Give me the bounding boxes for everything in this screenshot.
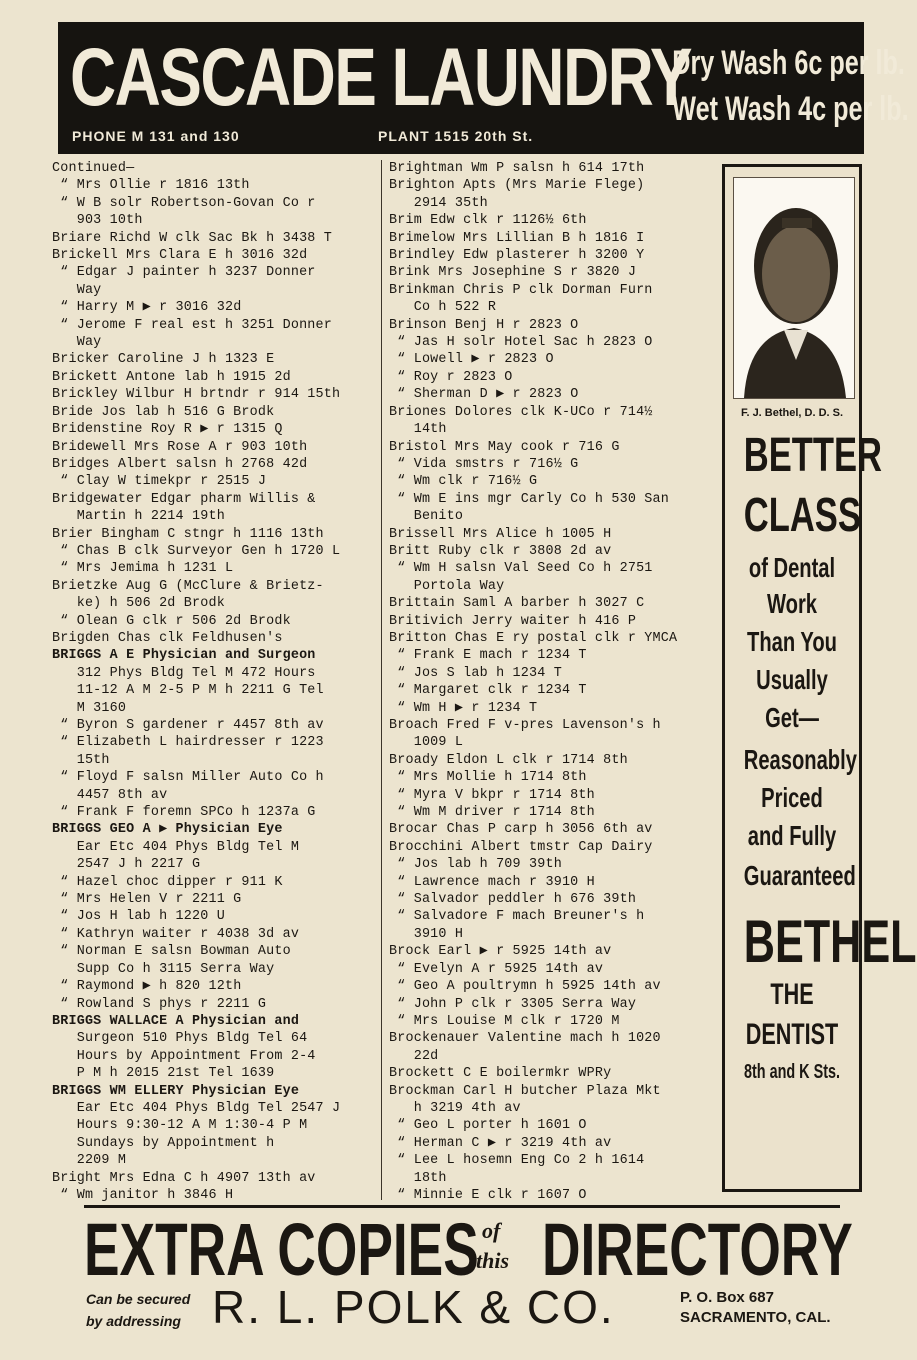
directory-entry: Briare Richd W clk Sac Bk h 3438 T xyxy=(52,230,333,246)
dentist-ad-line: of Dental xyxy=(748,552,836,583)
directory-entry: “ Geo L porter h 1601 O xyxy=(389,1118,587,1134)
directory-entry: 11-12 A M 2-5 P M h 2211 G Tel xyxy=(52,683,324,699)
dentist-portrait xyxy=(733,177,855,399)
directory-entry: 22d xyxy=(389,1048,439,1064)
banner-rate-dry: Dry Wash 6c per lb. xyxy=(672,44,905,82)
directory-entry: Brim Edw clk r 1126½ 6th xyxy=(389,213,587,229)
dentist-ad-line: Get— xyxy=(765,702,819,733)
directory-entry: “ Harry M ▶ r 3016 32d xyxy=(52,300,242,316)
directory-entry: “ Edgar J painter h 3237 Donner xyxy=(52,265,316,281)
dentist-ad-line: Reasonably xyxy=(743,744,857,775)
directory-entry: “ Herman C ▶ r 3219 4th av xyxy=(389,1135,612,1151)
directory-entry: Brindley Edw plasterer h 3200 Y xyxy=(389,248,645,264)
dentist-caption: F. J. Bethel, D. D. S. xyxy=(740,407,844,419)
directory-entry: Briones Dolores clk K-UCo r 714½ xyxy=(389,404,653,420)
directory-entry: Brickley Wilbur H brtndr r 914 15th xyxy=(52,387,341,403)
directory-entry: 1009 L xyxy=(389,735,464,751)
directory-entry: “ Byron S gardener r 4457 8th av xyxy=(52,718,324,733)
directory-entry: Brimelow Mrs Lillian B h 1816 I xyxy=(389,230,645,246)
directory-entry: “ Wm clk r 716½ G xyxy=(389,474,538,490)
directory-entry: Bright Mrs Edna C h 4907 13th av xyxy=(52,1170,316,1186)
directory-entry: Brightman Wm P salsn h 614 17th xyxy=(389,161,645,176)
directory-entry: 15th xyxy=(52,752,110,768)
extra-copies-ad xyxy=(84,1208,853,1292)
directory-entry: Brier Bingham C stngr h 1116 13th xyxy=(52,526,324,542)
directory-entry: Brock Earl ▶ r 5925 14th av xyxy=(389,944,612,960)
directory-entry: “ Salvador peddler h 676 39th xyxy=(389,892,637,908)
directory-entry: “ Sherman D ▶ r 2823 O xyxy=(389,387,579,403)
directory-entry: Brockett C E boilermkr WPRy xyxy=(389,1066,612,1082)
banner-title: CASCADE LAUNDRY xyxy=(70,32,691,123)
directory-entry: 312 Phys Bldg Tel M 472 Hours xyxy=(52,665,316,681)
directory-entry: Co h 522 R xyxy=(389,300,497,316)
directory-entry: Bristol Mrs May cook r 716 G xyxy=(389,439,620,455)
directory-entry: “ Salvadore F mach Breuner's h xyxy=(389,909,645,925)
directory-entry: “ Minnie E clk r 1607 O xyxy=(389,1187,587,1203)
banner-phone: PHONE M 131 and 130 xyxy=(72,128,240,144)
directory-entry: Britivich Jerry waiter h 416 P xyxy=(389,613,637,629)
column-divider xyxy=(381,160,382,1200)
directory-entry: Brietzke Aug G (McClure & Brietz- xyxy=(52,578,324,594)
directory-entry: Sundays by Appointment h xyxy=(52,1135,275,1151)
directory-entry: Portola Way xyxy=(389,578,505,594)
directory-entry: Brocchini Albert tmstr Cap Dairy xyxy=(389,839,653,855)
portrait-icon xyxy=(734,178,854,398)
directory-entry: “ Lowell ▶ r 2823 O xyxy=(389,352,554,368)
directory-entry: Bridges Albert salsn h 2768 42d xyxy=(52,456,308,472)
directory-entry: Brickell Mrs Clara E h 3016 32d xyxy=(52,248,308,264)
dentist-ad-line: BETTER xyxy=(743,429,882,482)
extra-this-text: this xyxy=(476,1248,510,1273)
directory-entry: ke) h 506 2d Brodk xyxy=(52,596,225,612)
dentist-ad-line: 8th and K Sts. xyxy=(743,1061,841,1083)
directory-text: DIRECTORY xyxy=(542,1208,853,1291)
directory-entry: P M h 2015 21st Tel 1639 xyxy=(52,1066,275,1082)
directory-entry: 2209 M xyxy=(52,1153,127,1169)
directory-entry: Bridewell Mrs Rose A r 903 10th xyxy=(52,439,308,455)
dentist-ad-line: BETHEL xyxy=(743,908,917,975)
extra-copies-text: EXTRA COPIES xyxy=(84,1208,479,1291)
directory-entry: “ Mrs Helen V r 2211 G xyxy=(52,892,242,908)
directory-entry: “ Norman E salsn Bowman Auto xyxy=(52,944,291,960)
directory-entry: “ Kathryn waiter r 4038 3d av xyxy=(52,926,300,942)
directory-entry: Hours by Appointment From 2-4 xyxy=(52,1048,316,1064)
directory-entry: “ Lawrence mach r 3910 H xyxy=(389,874,595,890)
directory-entry: “ Mrs Ollie r 1816 13th xyxy=(52,178,250,194)
directory-entry: Britton Chas E ry postal clk r YMCA xyxy=(389,630,678,646)
directory-entry: Brigden Chas clk Feldhusen's xyxy=(52,630,283,646)
directory-entry: Brocar Chas P carp h 3056 6th av xyxy=(389,822,653,838)
directory-column-middle xyxy=(389,160,719,1204)
dentist-ad-line: Usually xyxy=(756,664,828,695)
directory-entry: Way xyxy=(52,335,102,351)
dentist-ad xyxy=(722,164,917,1192)
directory-entry: “ Rowland S phys r 2211 G xyxy=(52,996,267,1012)
directory-entry: BRIGGS WALLACE A Physician and xyxy=(52,1013,300,1029)
directory-entry: “ Jerome F real est h 3251 Donner xyxy=(52,317,333,333)
directory-entry: Brinson Benj H r 2823 O xyxy=(389,317,579,333)
directory-entry: “ Jas H solr Hotel Sac h 2823 O xyxy=(389,335,653,351)
dentist-ad-line: Guaranteed xyxy=(743,860,856,891)
directory-entry: “ Jos lab h 709 39th xyxy=(389,857,562,873)
directory-entry: Brinkman Chris P clk Dorman Furn xyxy=(389,282,653,298)
directory-entry: 14th xyxy=(389,422,447,438)
directory-entry: M 3160 xyxy=(52,700,127,716)
directory-entry: Continued— xyxy=(52,161,135,176)
directory-entry: 2547 J h 2217 G xyxy=(52,857,201,873)
directory-entry: “ Evelyn A r 5925 14th av xyxy=(389,961,604,977)
directory-entry: Brittain Saml A barber h 3027 C xyxy=(389,596,645,612)
directory-entry: BRIGGS GEO A ▶ Physician Eye xyxy=(52,822,283,838)
directory-entry: BRIGGS WM ELLERY Physician Eye xyxy=(52,1083,300,1099)
directory-entry: Bricker Caroline J h 1323 E xyxy=(52,352,275,368)
directory-entry: “ John P clk r 3305 Serra Way xyxy=(389,996,637,1012)
directory-entry: Brockman Carl H butcher Plaza Mkt xyxy=(389,1083,661,1099)
directory-entry: “ Jos H lab h 1220 U xyxy=(52,909,225,925)
directory-entry: Bridenstine Roy R ▶ r 1315 Q xyxy=(52,422,283,438)
dentist-ad-line: DENTIST xyxy=(745,1018,839,1051)
dentist-ad-line: CLASS xyxy=(743,489,861,542)
directory-entry: Bridgewater Edgar pharm Willis & xyxy=(52,491,316,507)
directory-entry: “ Frank F foremn SPCo h 1237a G xyxy=(52,805,316,821)
directory-entry: “ Hazel choc dipper r 911 K xyxy=(52,874,283,890)
directory-entry: “ Wm M driver r 1714 8th xyxy=(389,805,595,821)
directory-entry: Brighton Apts (Mrs Marie Flege) xyxy=(389,178,645,194)
directory-entry: Surgeon 510 Phys Bldg Tel 64 xyxy=(52,1031,308,1047)
directory-entry: “ Roy r 2823 O xyxy=(389,369,513,385)
directory-entry: Britt Ruby clk r 3808 2d av xyxy=(389,543,612,559)
directory-entry: 903 10th xyxy=(52,213,143,229)
directory-entry: Brickett Antone lab h 1915 2d xyxy=(52,369,291,385)
directory-entry: Ear Etc 404 Phys Bldg Tel M xyxy=(52,839,300,855)
directory-entry: “ Jos S lab h 1234 T xyxy=(389,665,562,681)
dentist-ad-line: Work xyxy=(766,588,818,619)
directory-entry: “ Chas B clk Surveyor Gen h 1720 L xyxy=(52,543,341,559)
directory-entry: “ Mrs Jemima h 1231 L xyxy=(52,561,234,577)
company-address: P. O. Box 687 SACRAMENTO, CAL. xyxy=(680,1289,831,1326)
directory-entry: Broady Eldon L clk r 1714 8th xyxy=(389,752,628,768)
directory-entry: Benito xyxy=(389,509,464,525)
banner-rates xyxy=(606,40,909,132)
directory-entry: h 3219 4th av xyxy=(389,1100,521,1116)
directory-entry: “ Raymond ▶ h 820 12th xyxy=(52,979,242,995)
directory-entry: “ Olean G clk r 506 2d Brodk xyxy=(52,613,291,629)
directory-entry: “ Mrs Louise M clk r 1720 M xyxy=(389,1013,620,1029)
dentist-ad-line: Than You xyxy=(747,626,837,657)
directory-entry: “ Vida smstrs r 716½ G xyxy=(389,456,579,472)
banner-plant: PLANT 1515 20th St. xyxy=(378,128,534,144)
directory-entry: “ Wm janitor h 3846 H xyxy=(52,1187,234,1203)
dentist-ad-line: Priced xyxy=(761,782,823,813)
directory-entry: Brink Mrs Josephine S r 3820 J xyxy=(389,265,637,281)
directory-entry: Bride Jos lab h 516 G Brodk xyxy=(52,404,275,420)
directory-entry: Ear Etc 404 Phys Bldg Tel 2547 J xyxy=(52,1100,341,1116)
dentist-ad-line: and Fully xyxy=(747,820,837,851)
directory-entry: 3910 H xyxy=(389,926,464,942)
directory-entry: “ Frank E mach r 1234 T xyxy=(389,648,587,664)
directory-entry: Supp Co h 3115 Serra Way xyxy=(52,961,275,977)
directory-column-left xyxy=(52,160,377,1204)
directory-entry: 4457 8th av xyxy=(52,787,168,803)
directory-entry: “ Elizabeth L hairdresser r 1223 xyxy=(52,735,324,751)
extra-of-text: of xyxy=(482,1218,501,1243)
banner-rate-wet: Wet Wash 4c per lb. xyxy=(672,90,909,128)
directory-entry: “ Wm H ▶ r 1234 T xyxy=(389,700,538,716)
directory-entry: “ Lee L hosemn Eng Co 2 h 1614 xyxy=(389,1153,645,1169)
directory-entry: “ Geo A poultrymn h 5925 14th av xyxy=(389,979,661,995)
directory-entry: “ Wm E ins mgr Carly Co h 530 San xyxy=(389,491,670,507)
directory-entry: “ Floyd F salsn Miller Auto Co h xyxy=(52,770,324,786)
directory-entry: “ Margaret clk r 1234 T xyxy=(389,683,587,699)
secured-text: Can be secured by addressing xyxy=(86,1291,191,1329)
directory-entry: Hours 9:30-12 A M 1:30-4 P M xyxy=(52,1118,308,1134)
directory-entry: 18th xyxy=(389,1170,447,1186)
laundry-banner-ad xyxy=(58,22,909,154)
directory-entry: Brissell Mrs Alice h 1005 H xyxy=(389,526,612,542)
directory-entry: “ Clay W timekpr r 2515 J xyxy=(52,474,267,490)
company-name: R. L. POLK & CO. xyxy=(212,1281,615,1333)
directory-entry: “ W B solr Robertson-Govan Co r xyxy=(52,195,316,211)
directory-entry: “ Mrs Mollie h 1714 8th xyxy=(389,770,587,786)
directory-entry: Martin h 2214 19th xyxy=(52,509,225,525)
directory-entry: Brockenauer Valentine mach h 1020 xyxy=(389,1031,661,1047)
directory-entry: 2914 35th xyxy=(389,195,488,211)
directory-entry: Broach Fred F v-pres Lavenson's h xyxy=(389,718,661,733)
directory-entry: “ Wm H salsn Val Seed Co h 2751 xyxy=(389,561,653,577)
directory-entry: Way xyxy=(52,282,102,298)
dentist-ad-line: THE xyxy=(770,978,814,1011)
directory-entry: “ Myra V bkpr r 1714 8th xyxy=(389,787,595,803)
directory-entry: BRIGGS A E Physician and Surgeon xyxy=(52,648,316,664)
